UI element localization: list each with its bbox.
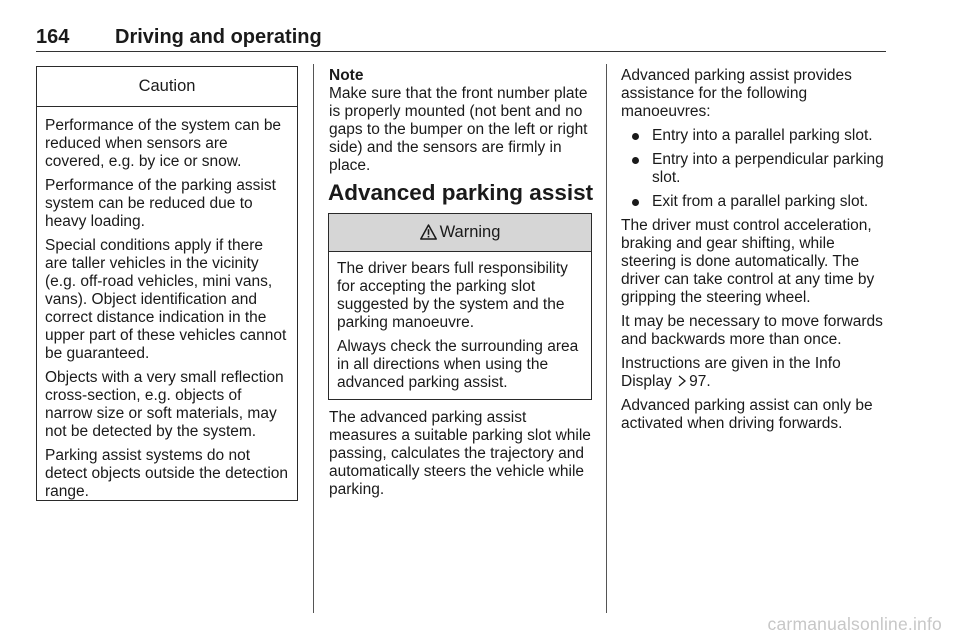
caution-paragraph: Parking assist systems do not detect objects outside the detection range. — [45, 447, 288, 500]
note-block — [329, 67, 597, 175]
warning-box — [328, 213, 592, 400]
manoeuvres-intro: Advanced parking assist provides assistance for the following manoeuvres: — [621, 67, 852, 120]
caution-paragraph: Objects with a very small reflection cross-section, e.g. objects of narrow size or soft materials, may not be detected by the system. — [45, 369, 284, 440]
bullet-icon — [632, 133, 639, 140]
caution-paragraph: Special conditions apply if there are taller vehicles in the vicinity (e.g. off-road vehicles, mini vans, vans). Object identification and correct distance indication in the upper part of these vehicles cannot be guaranteed. — [45, 237, 287, 362]
list-item: Exit from a parallel parking slot. — [621, 193, 891, 211]
bullet-icon — [632, 157, 639, 164]
driver-control-paragraph: The driver must control acceleration, braking and gear shifting, while steering is done automatically. The driver can take control at any time by gripping the steering wheel. — [621, 217, 875, 306]
chapter-title: Driving and operating — [115, 26, 322, 48]
column-divider-2 — [606, 64, 607, 613]
warning-paragraph: The driver bears full responsibility for accepting the parking slot suggested by the system and the parking manoeuvre. — [337, 260, 568, 331]
list-item: Entry into a perpendicular parking slot. — [621, 151, 891, 187]
caution-title: Caution — [37, 67, 297, 107]
page-reference[interactable]: 97. — [689, 373, 711, 390]
watermark: carmanualsonline.info — [767, 614, 942, 634]
description-paragraph: The advanced parking assist measures a suitable parking slot while passing, calculates the trajectory and automatically steers the vehicle while parking. — [329, 409, 591, 498]
column-3 — [621, 67, 891, 439]
warning-title: Warning — [439, 223, 501, 241]
section-heading: Advanced parking assist — [328, 180, 594, 205]
note-label: Note — [329, 67, 364, 84]
page-reference-arrow-icon — [677, 375, 687, 387]
page-header — [36, 26, 886, 52]
description-block — [329, 409, 597, 499]
note-text: Make sure that the front number plate is properly mounted (not bent and no gaps to the bumper on the left or right side) and the sensors are firmly in place. — [329, 85, 588, 174]
warning-paragraph: Always check the surrounding area in all directions when using the advanced parking assist. — [337, 338, 579, 391]
column-divider-1 — [313, 64, 314, 613]
page-number: 164 — [36, 26, 70, 48]
manoeuvre-list — [621, 127, 891, 211]
warning-triangle-icon — [420, 224, 437, 240]
caution-body — [37, 107, 297, 501]
caution-box — [36, 66, 298, 501]
instructions-paragraph: Instructions are given in the Info Display 97. — [621, 355, 841, 390]
bullet-icon — [632, 199, 639, 206]
warning-body — [329, 252, 591, 392]
activation-paragraph: Advanced parking assist can only be activated when driving forwards. — [621, 397, 873, 432]
forwards-backwards-paragraph: It may be necessary to move forwards and backwards more than once. — [621, 313, 883, 348]
caution-paragraph: Performance of the system can be reduced when sensors are covered, e.g. by ice or snow. — [45, 117, 282, 170]
caution-paragraph: Performance of the parking assist system can be reduced due to heavy loading. — [45, 177, 276, 230]
list-item: Entry into a parallel parking slot. — [621, 127, 891, 145]
header-rule — [36, 51, 886, 52]
warning-title-bar — [329, 214, 591, 252]
